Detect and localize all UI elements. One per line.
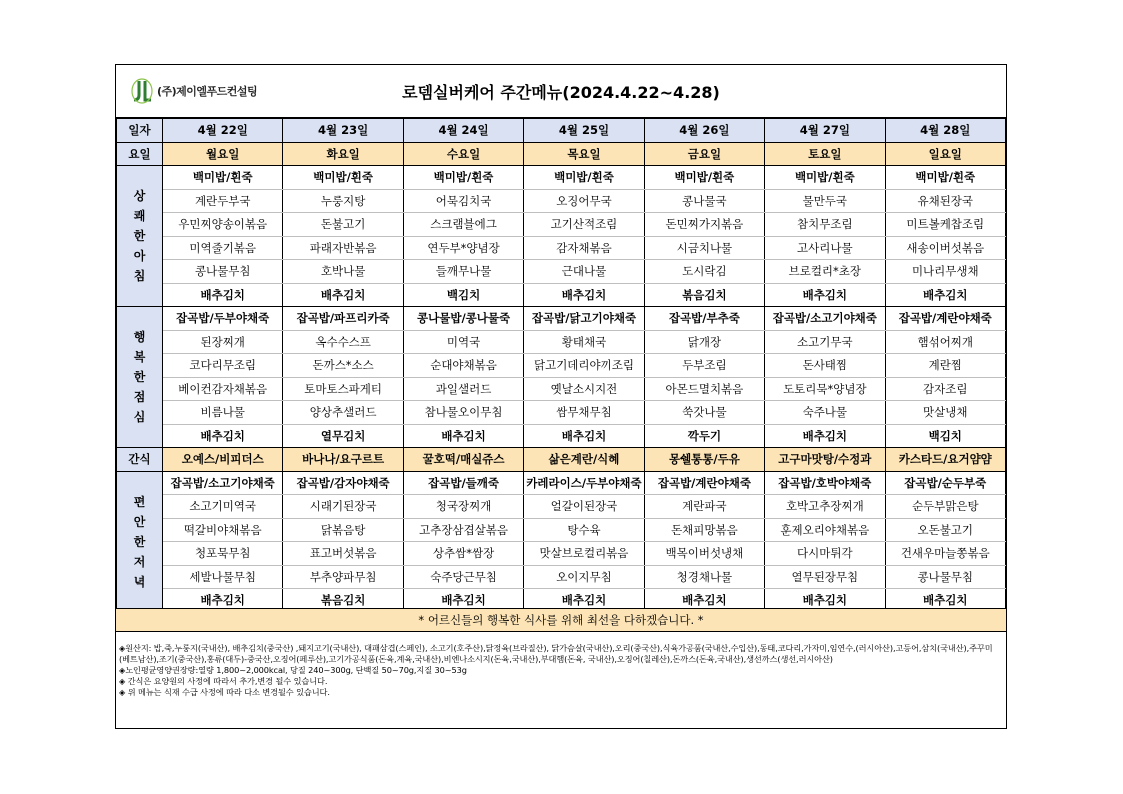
lunch-item: 열무김치 bbox=[283, 424, 403, 448]
breakfast-item: 브로컬리*초장 bbox=[765, 260, 885, 284]
breakfast-item: 누룽지탕 bbox=[283, 189, 403, 213]
day-cell: 수요일 bbox=[403, 142, 523, 166]
dinner-item: 배추김치 bbox=[524, 589, 644, 613]
date-cell: 4월 24일 bbox=[403, 119, 523, 143]
lunch-item: 햄섞어찌개 bbox=[885, 330, 1005, 354]
lunch-row bbox=[117, 307, 1006, 331]
breakfast-item: 어묵김치국 bbox=[403, 189, 523, 213]
lunch-item: 잡곡밥/파프리카죽 bbox=[283, 307, 403, 331]
date-cell: 4월 27일 bbox=[765, 119, 885, 143]
day-label: 요일 bbox=[117, 142, 163, 166]
dinner-item: 닭볶음탕 bbox=[283, 518, 403, 542]
breakfast-item: 미역줄기볶음 bbox=[163, 236, 283, 260]
breakfast-item: 스크램블에그 bbox=[403, 213, 523, 237]
lunch-row bbox=[117, 424, 1006, 448]
dinner-item: 콩나물무침 bbox=[885, 565, 1005, 589]
snack-cell: 바나나/요구르트 bbox=[283, 448, 403, 472]
lunch-item: 잡곡밥/부추죽 bbox=[644, 307, 764, 331]
lunch-item: 잡곡밥/계란야채죽 bbox=[885, 307, 1005, 331]
dinner-item: 계란파국 bbox=[644, 495, 764, 519]
dinner-item: 잡곡밥/감자야채죽 bbox=[283, 471, 403, 495]
lunch-item: 아몬드멸치볶음 bbox=[644, 377, 764, 401]
breakfast-item: 계란두부국 bbox=[163, 189, 283, 213]
lunch-item: 잡곡밥/닭고기야채죽 bbox=[524, 307, 644, 331]
lunch-item: 순대야채볶음 bbox=[403, 354, 523, 378]
breakfast-item: 백미밥/흰죽 bbox=[644, 166, 764, 190]
dinner-row bbox=[117, 471, 1006, 495]
breakfast-item: 새송이버섯볶음 bbox=[885, 236, 1005, 260]
breakfast-item: 우민찌양송이볶음 bbox=[163, 213, 283, 237]
breakfast-item: 콩나물무침 bbox=[163, 260, 283, 284]
breakfast-item: 콩나물국 bbox=[644, 189, 764, 213]
snack-cell: 오예스/비피더스 bbox=[163, 448, 283, 472]
breakfast-item: 백미밥/흰죽 bbox=[765, 166, 885, 190]
breakfast-item: 미나리무생채 bbox=[885, 260, 1005, 284]
breakfast-item: 백미밥/흰죽 bbox=[163, 166, 283, 190]
breakfast-item: 시금치나물 bbox=[644, 236, 764, 260]
day-cell: 화요일 bbox=[283, 142, 403, 166]
dinner-item: 소고기미역국 bbox=[163, 495, 283, 519]
dinner-item: 숙주당근무침 bbox=[403, 565, 523, 589]
snack-label: 간식 bbox=[117, 448, 163, 472]
dinner-item: 청포묵무침 bbox=[163, 542, 283, 566]
dinner-item: 잡곡밥/호박야채죽 bbox=[765, 471, 885, 495]
date-cell: 4월 23일 bbox=[283, 119, 403, 143]
breakfast-item: 참치무조림 bbox=[765, 213, 885, 237]
lunch-item: 두부조림 bbox=[644, 354, 764, 378]
snack-cell: 꿀호떡/매실쥬스 bbox=[403, 448, 523, 472]
dinner-item: 배추김치 bbox=[885, 589, 1005, 613]
dinner-item: 순두부맑은탕 bbox=[885, 495, 1005, 519]
breakfast-row bbox=[117, 236, 1006, 260]
lunch-item: 베이컨감자채볶음 bbox=[163, 377, 283, 401]
date-row bbox=[117, 119, 1006, 143]
breakfast-item: 파래자반볶음 bbox=[283, 236, 403, 260]
day-cell: 일요일 bbox=[885, 142, 1005, 166]
breakfast-item: 감자채볶음 bbox=[524, 236, 644, 260]
company-name: (주)제이엘푸드컨설팅 bbox=[157, 85, 258, 98]
lunch-item: 옛날소시지전 bbox=[524, 377, 644, 401]
day-cell: 토요일 bbox=[765, 142, 885, 166]
breakfast-item: 연두부*양념장 bbox=[403, 236, 523, 260]
day-cell: 월요일 bbox=[163, 142, 283, 166]
lunch-item: 닭고기데리야끼조림 bbox=[524, 354, 644, 378]
breakfast-item: 유채된장국 bbox=[885, 189, 1005, 213]
breakfast-item: 도시락김 bbox=[644, 260, 764, 284]
lunch-item: 미역국 bbox=[403, 330, 523, 354]
lunch-row bbox=[117, 330, 1006, 354]
breakfast-item: 백김치 bbox=[403, 283, 523, 307]
dinner-item: 백목이버섯냉채 bbox=[644, 542, 764, 566]
lunch-item: 감자조림 bbox=[885, 377, 1005, 401]
lunch-label: 행 복 한 점 심 bbox=[117, 307, 163, 448]
breakfast-item: 배추김치 bbox=[885, 283, 1005, 307]
dinner-item: 오이지무침 bbox=[524, 565, 644, 589]
dinner-item: 청경채나물 bbox=[644, 565, 764, 589]
lunch-item: 과일샐러드 bbox=[403, 377, 523, 401]
lunch-item: 계란찜 bbox=[885, 354, 1005, 378]
lunch-item: 쑥갓나물 bbox=[644, 401, 764, 425]
dinner-row bbox=[117, 542, 1006, 566]
lunch-item: 닭개장 bbox=[644, 330, 764, 354]
dinner-item: 잡곡밥/들깨죽 bbox=[403, 471, 523, 495]
breakfast-item: 돈민찌가지볶음 bbox=[644, 213, 764, 237]
dinner-item: 훈제오리야채볶음 bbox=[765, 518, 885, 542]
dinner-row bbox=[117, 565, 1006, 589]
date-cell: 4월 25일 bbox=[524, 119, 644, 143]
notes-section bbox=[119, 643, 1000, 698]
menu-sheet bbox=[115, 64, 1007, 729]
dinner-item: 상추쌈*쌈장 bbox=[403, 542, 523, 566]
lunch-item: 돈사태찜 bbox=[765, 354, 885, 378]
lunch-item: 토마토스파게티 bbox=[283, 377, 403, 401]
breakfast-item: 볶음김치 bbox=[644, 283, 764, 307]
footer-message: * 어르신들의 행복한 식사를 위해 최선을 다하겠습니다. * bbox=[116, 608, 1006, 632]
dinner-item: 탕수육 bbox=[524, 518, 644, 542]
lunch-item: 소고기무국 bbox=[765, 330, 885, 354]
snack-cell: 카스타드/요거얌얌 bbox=[885, 448, 1005, 472]
breakfast-item: 백미밥/흰죽 bbox=[524, 166, 644, 190]
lunch-item: 쌈무채무침 bbox=[524, 401, 644, 425]
snack-cell: 고구마맛탕/수정과 bbox=[765, 448, 885, 472]
lunch-item: 배추김치 bbox=[403, 424, 523, 448]
weekly-menu-table bbox=[116, 118, 1006, 613]
dinner-item: 다시마튀각 bbox=[765, 542, 885, 566]
dinner-item: 잡곡밥/순두부죽 bbox=[885, 471, 1005, 495]
dinner-item: 얼갈이된장국 bbox=[524, 495, 644, 519]
dinner-item: 배추김치 bbox=[403, 589, 523, 613]
breakfast-item: 백미밥/흰죽 bbox=[283, 166, 403, 190]
snack-row bbox=[117, 448, 1006, 472]
lunch-item: 잡곡밥/소고기야채죽 bbox=[765, 307, 885, 331]
lunch-item: 된장찌개 bbox=[163, 330, 283, 354]
lunch-item: 배추김치 bbox=[163, 424, 283, 448]
breakfast-item: 고사리나물 bbox=[765, 236, 885, 260]
snack-cell: 삶은계란/식혜 bbox=[524, 448, 644, 472]
dinner-item: 열무된장무침 bbox=[765, 565, 885, 589]
lunch-item: 배추김치 bbox=[765, 424, 885, 448]
lunch-item: 깍두기 bbox=[644, 424, 764, 448]
breakfast-item: 호박나물 bbox=[283, 260, 403, 284]
sheet-header bbox=[116, 65, 1006, 118]
note-snack: ◈ 간식은 요양원의 사정에 따라서 추가,변경 될수 있습니다. bbox=[119, 676, 328, 686]
lunch-item: 황태채국 bbox=[524, 330, 644, 354]
date-label: 일자 bbox=[117, 119, 163, 143]
dinner-item: 떡갈비야채볶음 bbox=[163, 518, 283, 542]
dinner-item: 청국장찌개 bbox=[403, 495, 523, 519]
dinner-item: 카레라이스/두부야채죽 bbox=[524, 471, 644, 495]
dinner-item: 고추장삼겹살볶음 bbox=[403, 518, 523, 542]
breakfast-item: 미트볼케찹조림 bbox=[885, 213, 1005, 237]
dinner-item: 세발나물무침 bbox=[163, 565, 283, 589]
lunch-row bbox=[117, 401, 1006, 425]
lunch-row bbox=[117, 354, 1006, 378]
dinner-item: 볶음김치 bbox=[283, 589, 403, 613]
dinner-item: 배추김치 bbox=[163, 589, 283, 613]
lunch-item: 맛살냉채 bbox=[885, 401, 1005, 425]
note-nutrition: ◈노인평균영양권장량:열량 1,800~2,000kcal, 당질 240~300g, 단백질 50~70g,지질 30~53g bbox=[119, 665, 467, 675]
dinner-item: 돈채피망볶음 bbox=[644, 518, 764, 542]
breakfast-item: 배추김치 bbox=[765, 283, 885, 307]
lunch-item: 배추김치 bbox=[524, 424, 644, 448]
lunch-item: 돈까스*소스 bbox=[283, 354, 403, 378]
breakfast-row bbox=[117, 283, 1006, 307]
dinner-item: 배추김치 bbox=[765, 589, 885, 613]
dinner-item: 표고버섯볶음 bbox=[283, 542, 403, 566]
dinner-row bbox=[117, 518, 1006, 542]
day-cell: 금요일 bbox=[644, 142, 764, 166]
lunch-item: 콩나물밥/콩나물죽 bbox=[403, 307, 523, 331]
breakfast-item: 물만두국 bbox=[765, 189, 885, 213]
lunch-item: 도토리묵*양념장 bbox=[765, 377, 885, 401]
dinner-item: 시래기된장국 bbox=[283, 495, 403, 519]
dinner-item: 잡곡밥/계란야채죽 bbox=[644, 471, 764, 495]
lunch-item: 참나물오이무침 bbox=[403, 401, 523, 425]
lunch-row bbox=[117, 377, 1006, 401]
dinner-item: 오돈불고기 bbox=[885, 518, 1005, 542]
breakfast-item: 백미밥/흰죽 bbox=[403, 166, 523, 190]
lunch-item: 비름나물 bbox=[163, 401, 283, 425]
dinner-item: 부추양파무침 bbox=[283, 565, 403, 589]
dinner-row bbox=[117, 495, 1006, 519]
note-origin: ◈원산지: 밥,죽,누룽지(국내산), 배추김치(중국산) ,돼지고기(국내산), 대패삼겹(스페인), 소고기(호주산),닭정육(브라질산), 닭가슴살(국내산),오리(중국산),식육가공품(국내산,수입산),동태,코다리,가자미,임연수,(러시아산),고등어,삼치(국내산),주꾸미(베트남산),조기(중국산),홍류(대두)-중국산,오징어(페루산),고기가공식품(돈육,계육,국내산),비엔나소시지(돈육,국내산),부대햄(돈육, 국내산),오징어(칠레산),돈까스(돈육,국내산),생선까스(생선,러시아산) bbox=[119, 643, 993, 664]
breakfast-item: 오징어무국 bbox=[524, 189, 644, 213]
date-cell: 4월 26일 bbox=[644, 119, 764, 143]
day-row bbox=[117, 142, 1006, 166]
dinner-item: 배추김치 bbox=[644, 589, 764, 613]
date-cell: 4월 28일 bbox=[885, 119, 1005, 143]
dinner-item: 맛살브로컬리볶음 bbox=[524, 542, 644, 566]
breakfast-row bbox=[117, 213, 1006, 237]
breakfast-item: 들깨무나물 bbox=[403, 260, 523, 284]
lunch-item: 백김치 bbox=[885, 424, 1005, 448]
breakfast-label: 상 쾌 한 아 침 bbox=[117, 166, 163, 307]
breakfast-item: 고기산적조림 bbox=[524, 213, 644, 237]
breakfast-item: 근대나물 bbox=[524, 260, 644, 284]
dinner-label: 편 안 한 저 녁 bbox=[117, 471, 163, 612]
lunch-item: 양상추샐러드 bbox=[283, 401, 403, 425]
date-cell: 4월 22일 bbox=[163, 119, 283, 143]
dinner-item: 호박고추장찌개 bbox=[765, 495, 885, 519]
breakfast-item: 배추김치 bbox=[163, 283, 283, 307]
note-menu-change: ◈ 위 메뉴는 식재 수급 사정에 따라 다소 변경될수 있습니다. bbox=[119, 687, 330, 697]
breakfast-row bbox=[117, 166, 1006, 190]
day-cell: 목요일 bbox=[524, 142, 644, 166]
dinner-item: 잡곡밥/소고기야채죽 bbox=[163, 471, 283, 495]
page-title: 로뎀실버케어 주간메뉴(2024.4.22~4.28) bbox=[402, 83, 720, 102]
breakfast-item: 배추김치 bbox=[283, 283, 403, 307]
lunch-item: 숙주나물 bbox=[765, 401, 885, 425]
dinner-item: 건새우마늘쫑볶음 bbox=[885, 542, 1005, 566]
snack-cell: 몽쉘통통/두유 bbox=[644, 448, 764, 472]
breakfast-row bbox=[117, 260, 1006, 284]
breakfast-item: 배추김치 bbox=[524, 283, 644, 307]
lunch-item: 옥수수스프 bbox=[283, 330, 403, 354]
lunch-item: 코다리무조림 bbox=[163, 354, 283, 378]
breakfast-item: 돈불고기 bbox=[283, 213, 403, 237]
breakfast-item: 백미밥/흰죽 bbox=[885, 166, 1005, 190]
breakfast-row bbox=[117, 189, 1006, 213]
lunch-item: 잡곡밥/두부야채죽 bbox=[163, 307, 283, 331]
